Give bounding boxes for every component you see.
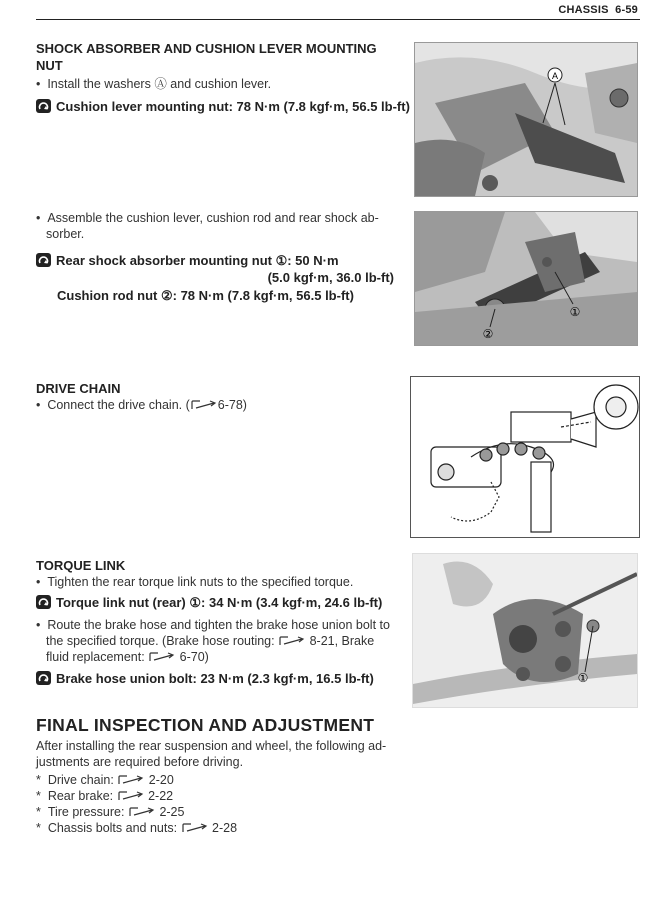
header-rule <box>36 19 640 20</box>
drive-chain-title: DRIVE CHAIN <box>36 381 121 396</box>
final-inspection-title: FINAL INSPECTION AND ADJUSTMENT <box>36 715 375 735</box>
torque-link-title: TORQUE LINK <box>36 558 126 573</box>
reference-arrow-icon <box>278 635 306 647</box>
shock-mount-torque: Rear shock absorber mounting nut ①: 50 N·m <box>36 252 339 269</box>
shock-bullet: • Install the washers Ⓐ and cushion lever. <box>36 77 272 91</box>
photo-callout-a: A <box>551 71 559 81</box>
shock-title-line2: NUT <box>36 58 63 73</box>
header-section: CHASSIS <box>558 4 609 16</box>
torque-wrench-icon <box>36 671 51 685</box>
brake-hose-union-torque: Brake hose union bolt: 23 N·m (2.3 kgf·m, 16.5 lb-ft) <box>36 670 374 687</box>
list-item: * Drive chain: 2-20 <box>36 773 174 787</box>
list-item: * Chassis bolts and nuts: 2-28 <box>36 821 238 835</box>
photo-callout-1: ① <box>569 305 581 319</box>
page-header <box>558 4 638 16</box>
torque-link-nut-torque: Torque link nut (rear) ①: 34 N·m (3.4 kgf·m, 24.6 lb-ft) <box>36 594 382 611</box>
shock-mount-torque-cont: (5.0 kgf·m, 36.0 lb-ft) <box>267 270 394 285</box>
list-item: * Rear brake: 2-22 <box>36 789 174 803</box>
shock-title-line1: SHOCK ABSORBER AND CUSHION LEVER MOUNTING <box>36 41 377 56</box>
reference-arrow-icon <box>128 806 156 818</box>
final-intro: After installing the rear suspension and wheel, the following ad- justments are required before driving. <box>36 739 387 769</box>
shock-mount-photo <box>414 42 638 197</box>
reference-arrow-icon <box>190 399 218 411</box>
brake-hose-bullet: • Route the brake hose and tighten the brake hose union bolt to the specified torque. (Brake hose routing: 8-21, Brake fluid replacement: 6-70) <box>36 618 390 664</box>
photo-callout-1: ① <box>577 671 589 685</box>
header-page-number: 6-59 <box>615 4 638 16</box>
torque-wrench-icon <box>36 99 51 113</box>
reference-arrow-icon <box>117 774 145 786</box>
shock-assembly-photo <box>414 211 638 346</box>
torque-link-photo <box>412 553 638 708</box>
chain-tool-illustration <box>410 376 640 538</box>
assemble-bullet: • Assemble the cushion lever, cushion rod and rear shock ab- sorber. <box>36 211 379 241</box>
reference-arrow-icon <box>148 651 176 663</box>
photo-callout-2: ② <box>482 327 494 341</box>
list-item: * Tire pressure: 2-25 <box>36 805 185 819</box>
reference-arrow-icon <box>181 822 209 834</box>
cushion-rod-torque: Cushion rod nut ②: 78 N·m (7.8 kgf·m, 56.5 lb-ft) <box>57 288 354 303</box>
drive-chain-bullet: • Connect the drive chain. ( 6-78) <box>36 398 247 412</box>
torque-wrench-icon <box>36 253 51 267</box>
reference-arrow-icon <box>117 790 145 802</box>
torque-link-bullet: • Tighten the rear torque link nuts to the specified torque. <box>36 575 354 589</box>
adjustment-list <box>36 772 237 836</box>
shock-section-title <box>36 40 396 74</box>
cushion-lever-torque: Cushion lever mounting nut: 78 N·m (7.8 kgf·m, 56.5 lb-ft) <box>36 98 410 115</box>
torque-wrench-icon <box>36 595 51 609</box>
